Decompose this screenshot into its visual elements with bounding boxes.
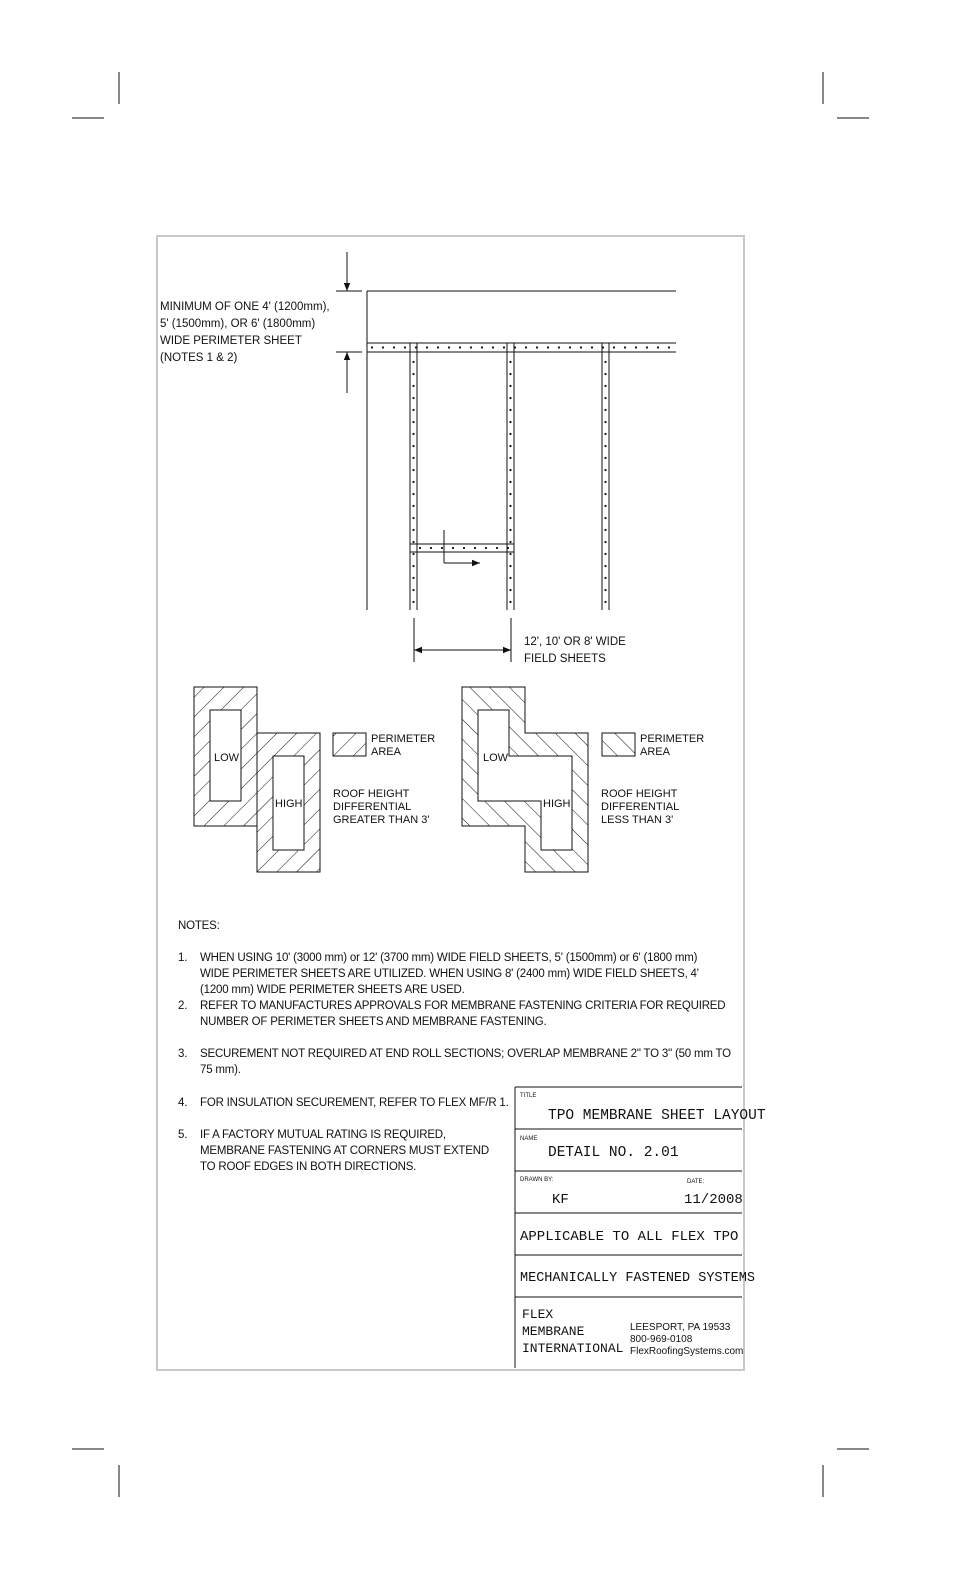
fastener-dot [412, 373, 414, 375]
fastener-dot [604, 529, 606, 531]
note-text: REFER TO MANUFACTURES APPROVALS FOR MEMBRANE FASTENING CRITERIA FOR REQUIRED NUMBER OF PERIMETER SHEETS AND MEMBRANE FASTENING. [200, 1000, 726, 1028]
fastener-dot [509, 529, 511, 531]
fastener-dot [412, 589, 414, 591]
company-line-2: MEMBRANE [522, 1324, 585, 1339]
fastener-dot [604, 421, 606, 423]
fastener-dot [536, 346, 538, 348]
fastener-dot [604, 397, 606, 399]
note-number: 3. [178, 1048, 188, 1060]
fastener-dot [604, 553, 606, 555]
fastener-dot [430, 547, 432, 549]
date-label: DATE: [687, 1179, 705, 1185]
fastener-dot [525, 346, 527, 348]
fastener-dots [371, 346, 670, 603]
caption-line-1: ROOF HEIGHT [601, 788, 678, 800]
perimeter-sheet-note [160, 301, 330, 364]
fastener-dot [509, 577, 511, 579]
fastener-dot [463, 547, 465, 549]
fastener-dot [412, 409, 414, 411]
address-line-1: LEESPORT, PA 19533 [630, 1322, 731, 1333]
fastener-dot [635, 346, 637, 348]
caption-line-1: ROOF HEIGHT [333, 788, 410, 800]
fastener-dot [412, 553, 414, 555]
fastener-dot [509, 409, 511, 411]
fastener-dot [604, 577, 606, 579]
legend-line-1: PERIMETER [371, 733, 436, 745]
fastener-dot [509, 397, 511, 399]
fastener-dot [412, 565, 414, 567]
date-value: 11/2008 [684, 1192, 743, 1208]
perimeter-note-line-2: 5' (1500mm), OR 6' (1800mm) [160, 318, 316, 330]
address-line-3: FlexRoofingSystems.com [630, 1346, 744, 1357]
field-note-line-2: FIELD SHEETS [524, 653, 606, 665]
company-line-3: INTERNATIONAL [522, 1341, 624, 1356]
fastener-dot [646, 346, 648, 348]
fastener-dot [412, 397, 414, 399]
fastener-dot [509, 433, 511, 435]
fastener-dot [604, 457, 606, 459]
high-label: HIGH [543, 798, 571, 810]
detail-greater-than-3ft [194, 687, 435, 872]
title-label: TITLE [520, 1093, 537, 1099]
fastener-dot [509, 361, 511, 363]
fastener-dot [604, 589, 606, 591]
caption-line-3: LESS THAN 3' [601, 814, 674, 826]
fastener-dot [604, 565, 606, 567]
legend-line-1: PERIMETER [640, 733, 705, 745]
fastener-dot [441, 547, 443, 549]
note-5 [178, 1127, 500, 1175]
low-label: LOW [483, 752, 509, 764]
fastener-dot [412, 421, 414, 423]
fastener-dot [382, 346, 384, 348]
fastener-dot [371, 346, 373, 348]
legend-swatch [333, 733, 366, 756]
fastener-dot [604, 505, 606, 507]
fastener-dot [604, 385, 606, 387]
fastener-dot [412, 361, 414, 363]
field-sheet-note [524, 636, 626, 665]
caption-line-3: GREATER THAN 3' [333, 814, 430, 826]
fastener-dot [419, 547, 421, 549]
sheet-layout-plan [336, 252, 676, 662]
detail-less-than-3ft [462, 687, 704, 872]
fastener-dot [604, 493, 606, 495]
note-text: WHEN USING 10' (3000 mm) or 12' (3700 mm) WIDE FIELD SHEETS, 5' (1500mm) or 6' (1800 mm) WIDE PERIMETER SHEETS ARE UTILIZED. WHEN USING 8' (2400 mm) WIDE FIELD SHEETS, 4' (1200 mm) WIDE PERIMETER SHEETS ARE USED. [200, 952, 699, 996]
fastener-dot [509, 553, 511, 555]
note-number: 2. [178, 1000, 188, 1012]
fastener-dot [604, 373, 606, 375]
fastener-dot [604, 541, 606, 543]
fastener-dot [412, 529, 414, 531]
legend-line-2: AREA [371, 746, 401, 758]
fastener-dot [509, 517, 511, 519]
drawn-by-value: KF [552, 1192, 569, 1208]
fastener-dot [452, 547, 454, 549]
fastener-dot [604, 445, 606, 447]
fastener-dot [509, 445, 511, 447]
fastener-dot [509, 373, 511, 375]
fastener-dot [412, 517, 414, 519]
note-text: IF A FACTORY MUTUAL RATING IS REQUIRED, MEMBRANE FASTENING AT CORNERS MUST EXTEND TO ROOF EDGES IN BOTH DIRECTIONS. [200, 1129, 489, 1173]
fastener-dot [412, 385, 414, 387]
fastener-dot [481, 346, 483, 348]
fastener-dot [412, 541, 414, 543]
note-4 [178, 1095, 510, 1111]
fastener-dot [412, 457, 414, 459]
fastener-dot [404, 346, 406, 348]
fastener-dot [412, 481, 414, 483]
fastener-dot [604, 469, 606, 471]
legend-swatch [602, 733, 635, 756]
fastener-dot [474, 547, 476, 549]
note-number: 5. [178, 1129, 188, 1141]
note-number: 1. [178, 952, 188, 964]
perimeter-note-line-1: MINIMUM OF ONE 4' (1200mm), [160, 301, 330, 313]
systems-text: MECHANICALLY FASTENED SYSTEMS [520, 1271, 755, 1286]
fastener-dot [485, 547, 487, 549]
legend-line-2: AREA [640, 746, 670, 758]
caption-line-2: DIFFERENTIAL [333, 801, 412, 813]
notes-section [178, 918, 738, 1175]
fastener-dot [503, 346, 505, 348]
fastener-dot [509, 481, 511, 483]
fastener-dot [509, 493, 511, 495]
fastener-dot [509, 457, 511, 459]
fastener-dot [412, 505, 414, 507]
fastener-dot [509, 565, 511, 567]
fastener-dot [591, 346, 593, 348]
note-number: 4. [178, 1097, 188, 1109]
notes-title: NOTES: [178, 920, 220, 932]
high-label: HIGH [275, 798, 303, 810]
applicable-text: APPLICABLE TO ALL FLEX TPO [520, 1229, 739, 1245]
fastener-dot [459, 346, 461, 348]
fastener-dot [492, 346, 494, 348]
note-1 [178, 950, 720, 998]
fastener-dot [509, 469, 511, 471]
fastener-dot [604, 409, 606, 411]
fastener-dot [580, 346, 582, 348]
company-line-1: FLEX [522, 1307, 554, 1322]
drawn-by-label: DRAWN BY: [520, 1177, 554, 1183]
fastener-dot [509, 421, 511, 423]
perimeter-note-line-4: (NOTES 1 & 2) [160, 352, 238, 364]
note-2 [178, 998, 745, 1030]
fastener-dot [509, 385, 511, 387]
fastener-dot [624, 346, 626, 348]
fastener-dot [470, 346, 472, 348]
fastener-dot [668, 346, 670, 348]
fastener-dot [604, 601, 606, 603]
note-text: FOR INSULATION SECUREMENT, REFER TO FLEX MF/R 1. [200, 1097, 509, 1109]
fastener-dot [448, 346, 450, 348]
fastener-dot [569, 346, 571, 348]
fastener-dot [437, 346, 439, 348]
fastener-dot [604, 361, 606, 363]
fastener-dot [393, 346, 395, 348]
fastener-dot [514, 346, 516, 348]
drawing-title: TPO MEMBRANE SHEET LAYOUT [548, 1108, 766, 1124]
address-line-2: 800-969-0108 [630, 1334, 693, 1345]
fastener-dot [412, 601, 414, 603]
fastener-dot [509, 541, 511, 543]
fastener-dot [604, 433, 606, 435]
fastener-dot [507, 547, 509, 549]
note-text: SECUREMENT NOT REQUIRED AT END ROLL SECTIONS; OVERLAP MEMBRANE 2" TO 3" (50 mm TO 75 mm). [200, 1048, 731, 1076]
fastener-dot [412, 493, 414, 495]
caption-line-2: DIFFERENTIAL [601, 801, 680, 813]
fastener-dot [496, 547, 498, 549]
perimeter-note-line-3: WIDE PERIMETER SHEET [160, 335, 302, 347]
name-label: NAME [520, 1136, 538, 1142]
fastener-dot [547, 346, 549, 348]
fastener-dot [509, 505, 511, 507]
note-3 [178, 1046, 745, 1078]
field-note-line-1: 12', 10' OR 8' WIDE [524, 636, 626, 648]
fastener-dot [412, 577, 414, 579]
fastener-dot [604, 481, 606, 483]
fastener-dot [412, 469, 414, 471]
fastener-dot [657, 346, 659, 348]
fastener-dot [509, 589, 511, 591]
fastener-dot [412, 445, 414, 447]
fastener-dot [415, 346, 417, 348]
fastener-dot [613, 346, 615, 348]
fastener-dot [426, 346, 428, 348]
fastener-dot [509, 601, 511, 603]
detail-number: DETAIL NO. 2.01 [548, 1145, 679, 1161]
fastener-dot [604, 517, 606, 519]
fastener-dot [602, 346, 604, 348]
low-label: LOW [214, 752, 240, 764]
fastener-dot [558, 346, 560, 348]
fastener-dot [412, 433, 414, 435]
